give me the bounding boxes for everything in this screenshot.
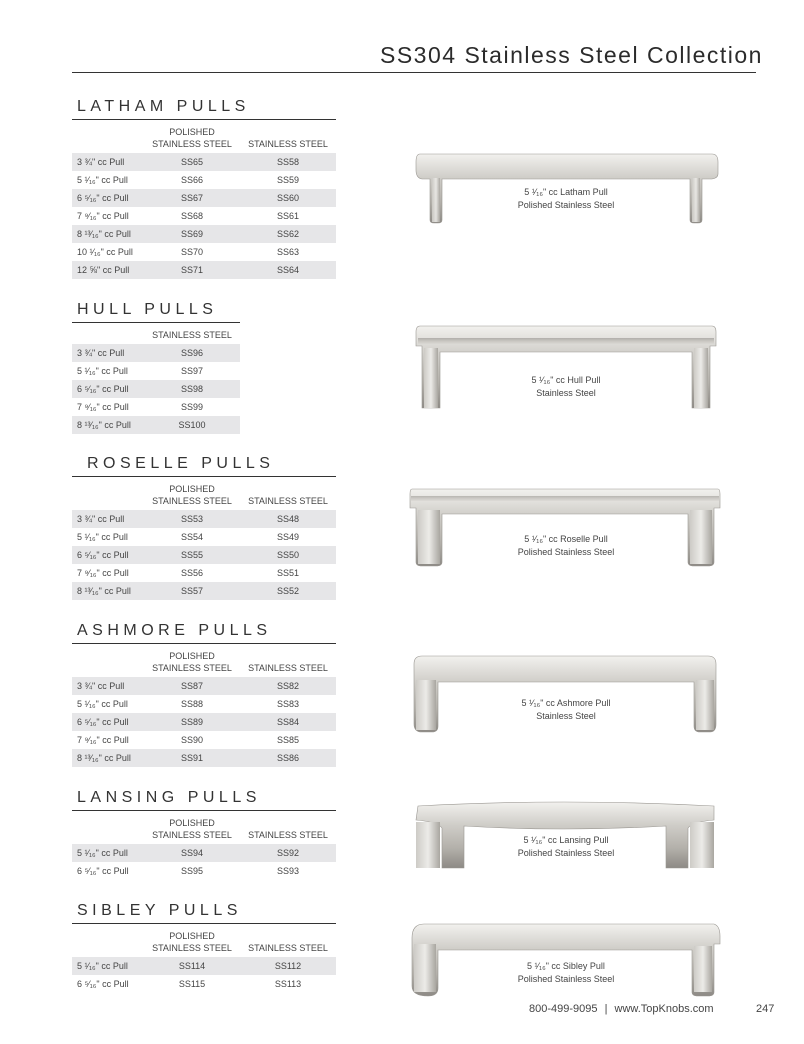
sku-cell: SS97 <box>180 366 204 376</box>
sku-cell: SS71 <box>144 261 240 279</box>
size-cell: 7 ⁹⁄₁₆" cc Pull <box>77 568 129 578</box>
sku-cell: SS60 <box>240 189 336 207</box>
sku-cell: SS100 <box>144 416 240 434</box>
title-divider <box>72 72 756 73</box>
size-cell: 6 ⁵⁄₁₆" cc Pull <box>72 189 144 207</box>
sku-cell: SS67 <box>144 189 240 207</box>
spec-table <box>72 477 336 600</box>
table-row <box>72 582 336 600</box>
table-row <box>72 975 336 993</box>
section-title: ROSELLE PULLS <box>87 455 275 472</box>
sku-cell: SS56 <box>180 568 204 578</box>
size-cell: 3 ¾" cc Pull <box>72 344 144 362</box>
size-cell: 6 ⁵⁄₁₆" cc Pull <box>72 546 144 564</box>
sku-cell: SS84 <box>240 713 336 731</box>
sku-cell: SS87 <box>144 677 240 695</box>
section-title: HULL PULLS <box>77 301 218 318</box>
sku-cell: SS90 <box>180 735 204 745</box>
col-head-stainless: STAINLESS STEEL <box>248 139 328 149</box>
section-title: LATHAM PULLS <box>77 98 250 115</box>
size-cell: 8 ¹³⁄₁₆" cc Pull <box>72 225 144 243</box>
col-head-polished: POLISHED STAINLESS STEEL <box>152 651 232 673</box>
size-cell: 8 ¹³⁄₁₆" cc Pull <box>72 749 144 767</box>
table-row <box>72 844 336 862</box>
section-title: ASHMORE PULLS <box>77 622 272 639</box>
sku-cell: SS54 <box>180 532 204 542</box>
phone-number: 800-499-9095 <box>529 1003 598 1015</box>
size-cell: 6 ⁵⁄₁₆" cc Pull <box>72 380 144 398</box>
roselle-section <box>72 454 336 600</box>
table-row <box>72 957 336 975</box>
table-row <box>72 713 336 731</box>
lansing-caption: 5 ¹⁄₁₆" cc Lansing Pull Polished Stainless Steel <box>517 835 615 858</box>
table-row <box>72 344 240 362</box>
sku-cell: SS91 <box>144 749 240 767</box>
size-cell: 5 ¹⁄₁₆" cc Pull <box>72 844 144 862</box>
sibley-section <box>72 901 336 993</box>
section-title: SIBLEY PULLS <box>77 902 242 919</box>
sku-cell: SS69 <box>144 225 240 243</box>
size-cell: 10 ¹⁄₁₆" cc Pull <box>77 247 133 257</box>
spec-table <box>72 120 336 279</box>
col-head-stainless: STAINLESS STEEL <box>152 330 232 340</box>
table-row <box>72 510 336 528</box>
sku-cell: SS48 <box>240 510 336 528</box>
sku-cell: SS65 <box>144 153 240 171</box>
table-row <box>72 695 336 713</box>
table-row <box>72 380 240 398</box>
sku-cell: SS59 <box>276 175 300 185</box>
hull-section <box>72 300 240 434</box>
page-number: 247 <box>756 1003 775 1015</box>
spec-table <box>72 811 336 880</box>
table-row <box>72 153 336 171</box>
ashmore-section <box>72 621 336 767</box>
table-row <box>72 546 336 564</box>
size-cell: 7 ⁹⁄₁₆" cc Pull <box>77 735 129 745</box>
sku-cell: SS63 <box>276 247 300 257</box>
sku-cell: SS70 <box>180 247 204 257</box>
sku-cell: SS89 <box>144 713 240 731</box>
latham-caption: 5 ¹⁄₁₆" cc Latham Pull Polished Stainless Steel <box>517 187 615 210</box>
size-cell: 5 ¹⁄₁₆" cc Pull <box>77 175 128 185</box>
sku-cell: SS93 <box>276 866 300 876</box>
size-cell: 6 ⁵⁄₁₆" cc Pull <box>72 713 144 731</box>
sku-cell: SS114 <box>144 957 240 975</box>
latham-section <box>72 97 336 279</box>
size-cell: 3 ¾" cc Pull <box>72 510 144 528</box>
lansing-section <box>72 788 336 880</box>
table-row <box>72 564 336 582</box>
sku-cell: SS88 <box>180 699 204 709</box>
spec-table <box>72 924 336 993</box>
size-cell: 3 ¾" cc Pull <box>72 153 144 171</box>
sku-cell: SS66 <box>180 175 204 185</box>
sku-cell: SS115 <box>178 979 206 989</box>
sku-cell: SS96 <box>144 344 240 362</box>
table-row <box>72 243 336 261</box>
table-row <box>72 528 336 546</box>
sku-cell: SS83 <box>276 699 300 709</box>
spec-table <box>72 323 240 434</box>
size-cell: 7 ⁹⁄₁₆" cc Pull <box>77 211 129 221</box>
table-row <box>72 189 336 207</box>
website-link[interactable]: www.TopKnobs.com <box>614 1003 714 1015</box>
size-cell: 8 ¹³⁄₁₆" cc Pull <box>72 582 144 600</box>
size-cell: 6 ⁵⁄₁₆" cc Pull <box>77 979 129 989</box>
col-head-polished: POLISHED STAINLESS STEEL <box>152 127 232 149</box>
table-row <box>72 362 240 380</box>
col-head-stainless: STAINLESS STEEL <box>248 496 328 506</box>
section-title: LANSING PULLS <box>77 789 261 806</box>
footer-separator: | <box>604 1003 608 1015</box>
sku-cell: SS50 <box>240 546 336 564</box>
spec-table <box>72 644 336 767</box>
sku-cell: SS92 <box>240 844 336 862</box>
sku-cell: SS112 <box>240 957 336 975</box>
col-head-polished: POLISHED STAINLESS STEEL <box>152 931 232 953</box>
size-cell: 5 ¹⁄₁₆" cc Pull <box>72 957 144 975</box>
footer-contact <box>529 1003 714 1015</box>
table-row <box>72 225 336 243</box>
sku-cell: SS68 <box>180 211 204 221</box>
size-cell: 6 ⁵⁄₁₆" cc Pull <box>77 866 129 876</box>
col-head-polished: POLISHED STAINLESS STEEL <box>152 484 232 506</box>
table-row <box>72 171 336 189</box>
sku-cell: SS52 <box>240 582 336 600</box>
sku-cell: SS51 <box>276 568 300 578</box>
sku-cell: SS98 <box>144 380 240 398</box>
sibley-caption: 5 ¹⁄₁₆" cc Sibley Pull Polished Stainless Steel <box>517 961 615 984</box>
size-cell: 8 ¹³⁄₁₆" cc Pull <box>72 416 144 434</box>
size-cell: 3 ¾" cc Pull <box>72 677 144 695</box>
table-row <box>72 677 336 695</box>
col-head-stainless: STAINLESS STEEL <box>248 663 328 673</box>
table-row <box>72 862 336 880</box>
table-row <box>72 261 336 279</box>
sku-cell: SS85 <box>276 735 300 745</box>
page-title: SS304 Stainless Steel Collection <box>380 42 763 68</box>
table-row <box>72 731 336 749</box>
col-head-stainless: STAINLESS STEEL <box>248 830 328 840</box>
hull-caption: 5 ¹⁄₁₆" cc Hull Pull Stainless Steel <box>531 375 601 398</box>
sku-cell: SS58 <box>240 153 336 171</box>
col-head-stainless: STAINLESS STEEL <box>248 943 328 953</box>
sku-cell: SS99 <box>180 402 204 412</box>
roselle-caption: 5 ¹⁄₁₆" cc Roselle Pull Polished Stainless Steel <box>517 534 615 557</box>
sku-cell: SS57 <box>144 582 240 600</box>
sku-cell: SS62 <box>240 225 336 243</box>
ashmore-pull-image <box>412 654 718 736</box>
size-cell: 5 ¹⁄₁₆" cc Pull <box>77 532 128 542</box>
col-head-polished: POLISHED STAINLESS STEEL <box>152 818 232 840</box>
table-row <box>72 416 240 434</box>
size-cell: 5 ¹⁄₁₆" cc Pull <box>77 699 128 709</box>
sku-cell: SS86 <box>240 749 336 767</box>
table-row <box>72 749 336 767</box>
table-row <box>72 398 240 416</box>
sku-cell: SS64 <box>240 261 336 279</box>
size-cell: 7 ⁹⁄₁₆" cc Pull <box>77 402 129 412</box>
sku-cell: SS94 <box>144 844 240 862</box>
sku-cell: SS55 <box>144 546 240 564</box>
ashmore-caption: 5 ¹⁄₁₆" cc Ashmore Pull Stainless Steel <box>521 698 611 721</box>
table-row <box>72 207 336 225</box>
sku-cell: SS53 <box>144 510 240 528</box>
size-cell: 12 ⅝" cc Pull <box>72 261 144 279</box>
sku-cell: SS82 <box>240 677 336 695</box>
sku-cell: SS61 <box>276 211 300 221</box>
sku-cell: SS49 <box>276 532 300 542</box>
size-cell: 5 ¹⁄₁₆" cc Pull <box>77 366 128 376</box>
sku-cell: SS95 <box>180 866 204 876</box>
sku-cell: SS113 <box>274 979 302 989</box>
